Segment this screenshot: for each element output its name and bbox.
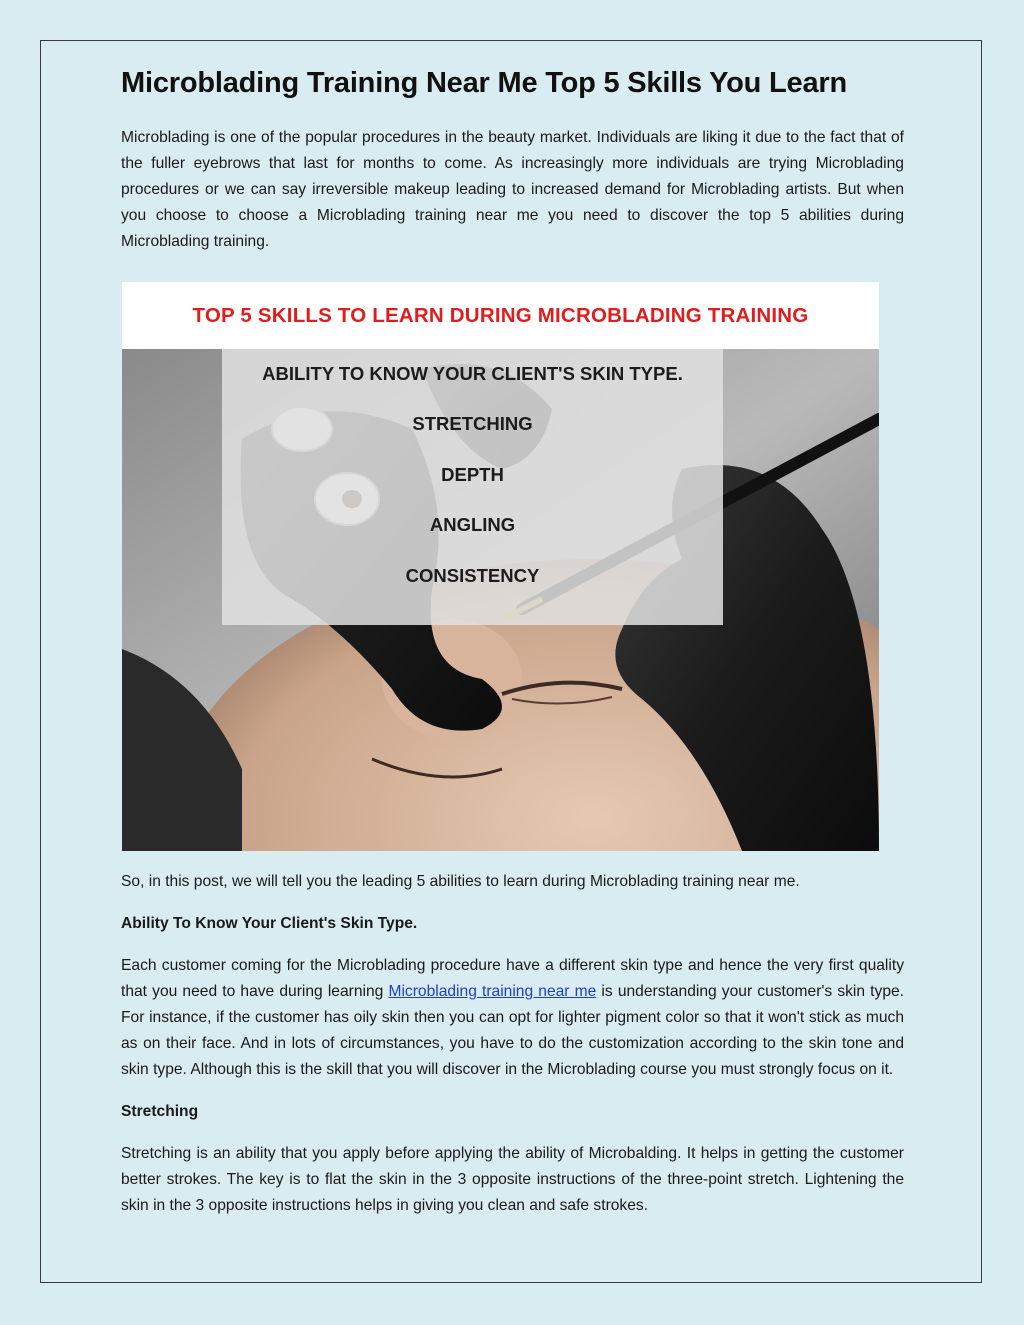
- paragraph-text: is understanding your customer's skin type. For instance, if the customer has oily skin then you can opt for lighter pigment color so that it won't stick as much as on their face. And in lots of circumstances, you have to do the customization according to the skin tone and skin type. Although this is the skill that you will discover in the Microblading course you must strongly focus on it.: [121, 983, 904, 1078]
- skin-type-paragraph: [121, 953, 904, 1083]
- lead-in-paragraph: So, in this post, we will tell you the leading 5 abilities to learn during Microblading training near me.: [121, 873, 800, 890]
- page-title: Microblading Training Near Me Top 5 Skills You Learn: [121, 67, 848, 99]
- page-frame: [40, 40, 982, 1283]
- skill-item: ANGLING: [429, 514, 516, 535]
- hero-image: [122, 282, 879, 851]
- hero-banner-text: TOP 5 SKILLS TO LEARN DURING MICROBLADING TRAINING: [192, 303, 809, 327]
- section-heading-skin-type: Ability To Know Your Client's Skin Type.: [121, 915, 418, 932]
- skill-item: CONSISTENCY: [405, 565, 540, 586]
- section-heading-stretching: Stretching: [121, 1103, 199, 1120]
- skill-item: STRETCHING: [412, 413, 533, 434]
- skill-item: ABILITY TO KNOW YOUR CLIENT'S SKIN TYPE.: [262, 363, 683, 384]
- paragraph-text: Each customer coming for the Microblading procedure have a different skin type and hence the very first quality that you need to have during learning: [121, 957, 904, 1000]
- skill-item: DEPTH: [441, 464, 504, 485]
- intro-paragraph: Microblading is one of the popular procedures in the beauty market. Individuals are liking it due to the fact that of the fuller eyebrows that last for months to come. As increasingly more individuals are trying Microblading procedures or we can say irreversible makeup leading to increased demand for Microblading artists. But when you choose to choose a Microblading training near me you need to discover the top 5 abilities during Microblading training.: [121, 129, 904, 250]
- skills-overlay: [222, 349, 723, 625]
- article: [121, 63, 904, 1219]
- microblading-training-link[interactable]: Microblading training near me: [388, 983, 597, 1000]
- hero-banner: [122, 282, 879, 349]
- stretching-paragraph: Stretching is an ability that you apply before applying the ability of Microbalding. It helps in getting the customer better strokes. The key is to flat the skin in the 3 opposite instructions of the three-point stretch. Lightening the skin in the 3 opposite instructions helps in giving you clean and safe strokes.: [121, 1145, 904, 1214]
